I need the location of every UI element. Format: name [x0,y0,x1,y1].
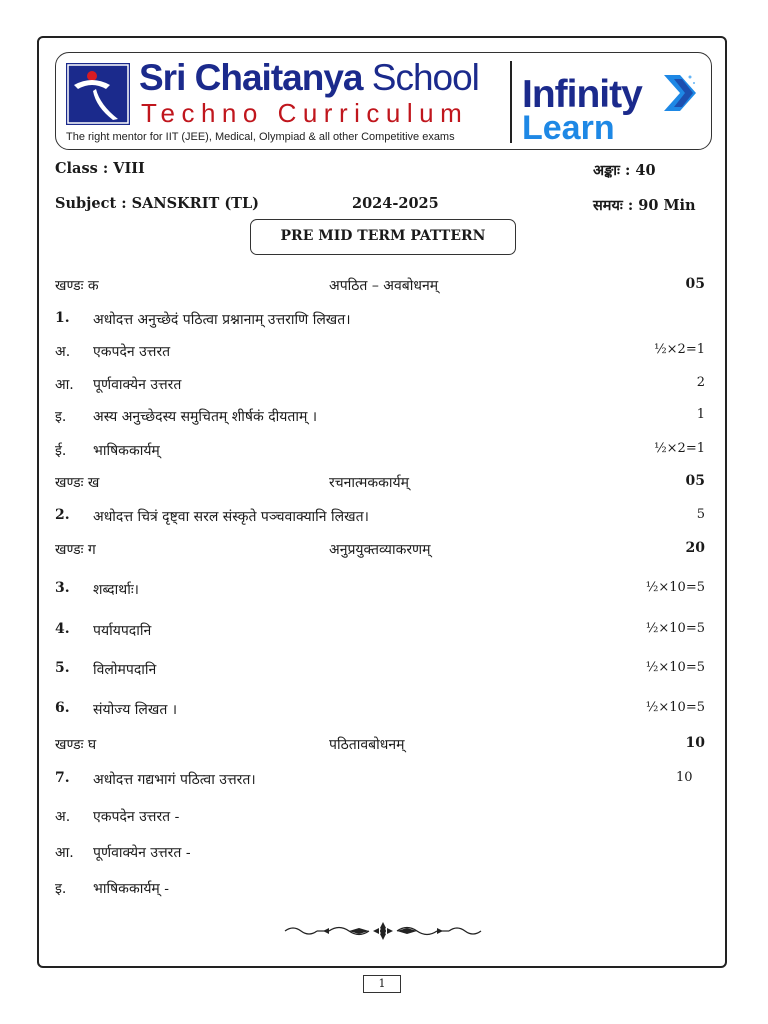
question-text: विलोमपदानि [93,662,157,678]
subquestion-number: ई. [55,443,67,459]
subquestion-text: एकपदेन उत्तरत - [93,809,180,825]
question-number: 5. [55,660,70,676]
partner-logo-infinity: Infinity [522,73,642,116]
section-d-label: खण्डः घ [55,737,97,753]
subquestion-text: पूर्णवाक्येन उत्तरत [93,377,182,393]
exam-duration: समयः : 90 Min [593,197,696,214]
question-marks: ½×10=5 [645,700,705,715]
subquestion-number: आ. [55,845,74,861]
question-number: 7. [55,770,70,786]
total-marks: अङ्काः : 40 [593,162,656,179]
section-a-label: खण्डः क [55,278,99,294]
subquestion-marks: ½×2=1 [654,441,705,456]
subquestion-text: भाषिककार्यम् [93,443,160,459]
question-text: अधोदत्त चित्रं दृष्ट्वा सरल संस्कृते पञ्चवाक्यानि लिखत। [93,509,369,525]
pattern-title: PRE MID TERM PATTERN [250,219,516,255]
question-text: शब्दार्थाः। [93,582,139,598]
school-header-banner [55,52,712,150]
question-marks: ½×10=5 [645,660,705,675]
class-label: Class : VIII [55,160,145,177]
academic-year: 2024-2025 [352,195,439,212]
subquestion-marks: 2 [696,375,705,390]
school-logo-icon [66,63,130,125]
subquestion-text: एकपदेन उत्तरत [93,344,171,360]
question-number: 4. [55,621,70,637]
subquestion-number: अ. [55,344,71,360]
subquestion-number: आ. [55,377,74,393]
curriculum-name: Techno Curriculum [141,98,469,128]
section-c-title: अनुप्रयुक्तव्याकरणम् [329,542,431,558]
question-text: संयोज्य लिखत । [93,702,178,718]
header-divider [510,61,512,143]
section-d-title: पठितावबोधनम् [329,737,405,753]
question-text: अधोदत्त अनुच्छेदं पठित्वा प्रश्नानाम् उत्तराणि लिखत। [93,312,351,328]
question-marks: ½×10=5 [645,580,705,595]
subquestion-text: पूर्णवाक्येन उत्तरत - [93,845,191,861]
partner-logo-learn: Learn [522,109,615,147]
chevron-right-icon [660,71,700,115]
subquestion-marks: ½×2=1 [654,342,705,357]
question-number: 2. [55,507,70,523]
question-number: 1. [55,310,70,326]
section-d-marks: 10 [685,735,705,751]
subquestion-text: अस्य अनुच्छेदस्य समुचितम् शीर्षकं दीयताम् । [93,409,318,425]
section-b-title: रचनात्मककार्यम् [329,475,409,491]
subquestion-marks: 1 [696,407,705,422]
decorative-divider-icon [283,920,483,942]
question-number: 3. [55,580,70,596]
question-marks: ½×10=5 [645,621,705,636]
section-a-title: अपठित – अवबोधनम् [329,278,439,294]
question-text: अधोदत्त गद्यभागं पठित्वा उत्तरत। [93,772,256,788]
question-marks: 5 [696,507,705,522]
tagline: The right mentor for IIT (JEE), Medical, Olympiad & all other Competitive exams [66,131,455,143]
section-b-label: खण्डः ख [55,475,100,491]
section-b-marks: 05 [685,473,705,489]
section-a-marks: 05 [685,276,705,292]
school-name: Sri Chaitanya School [139,57,479,98]
subquestion-text: भाषिककार्यम् - [93,881,169,897]
subquestion-number: इ. [55,409,67,425]
subject-label: Subject : SANSKRIT (TL) [55,195,260,212]
subquestion-number: इ. [55,881,67,897]
subquestion-number: अ. [55,809,71,825]
page-number: 1 [363,975,401,993]
question-marks: 10 [676,770,693,785]
section-c-marks: 20 [685,540,705,556]
question-number: 6. [55,700,70,716]
question-text: पर्यायपदानि [93,623,152,639]
section-c-label: खण्डः ग [55,542,96,558]
